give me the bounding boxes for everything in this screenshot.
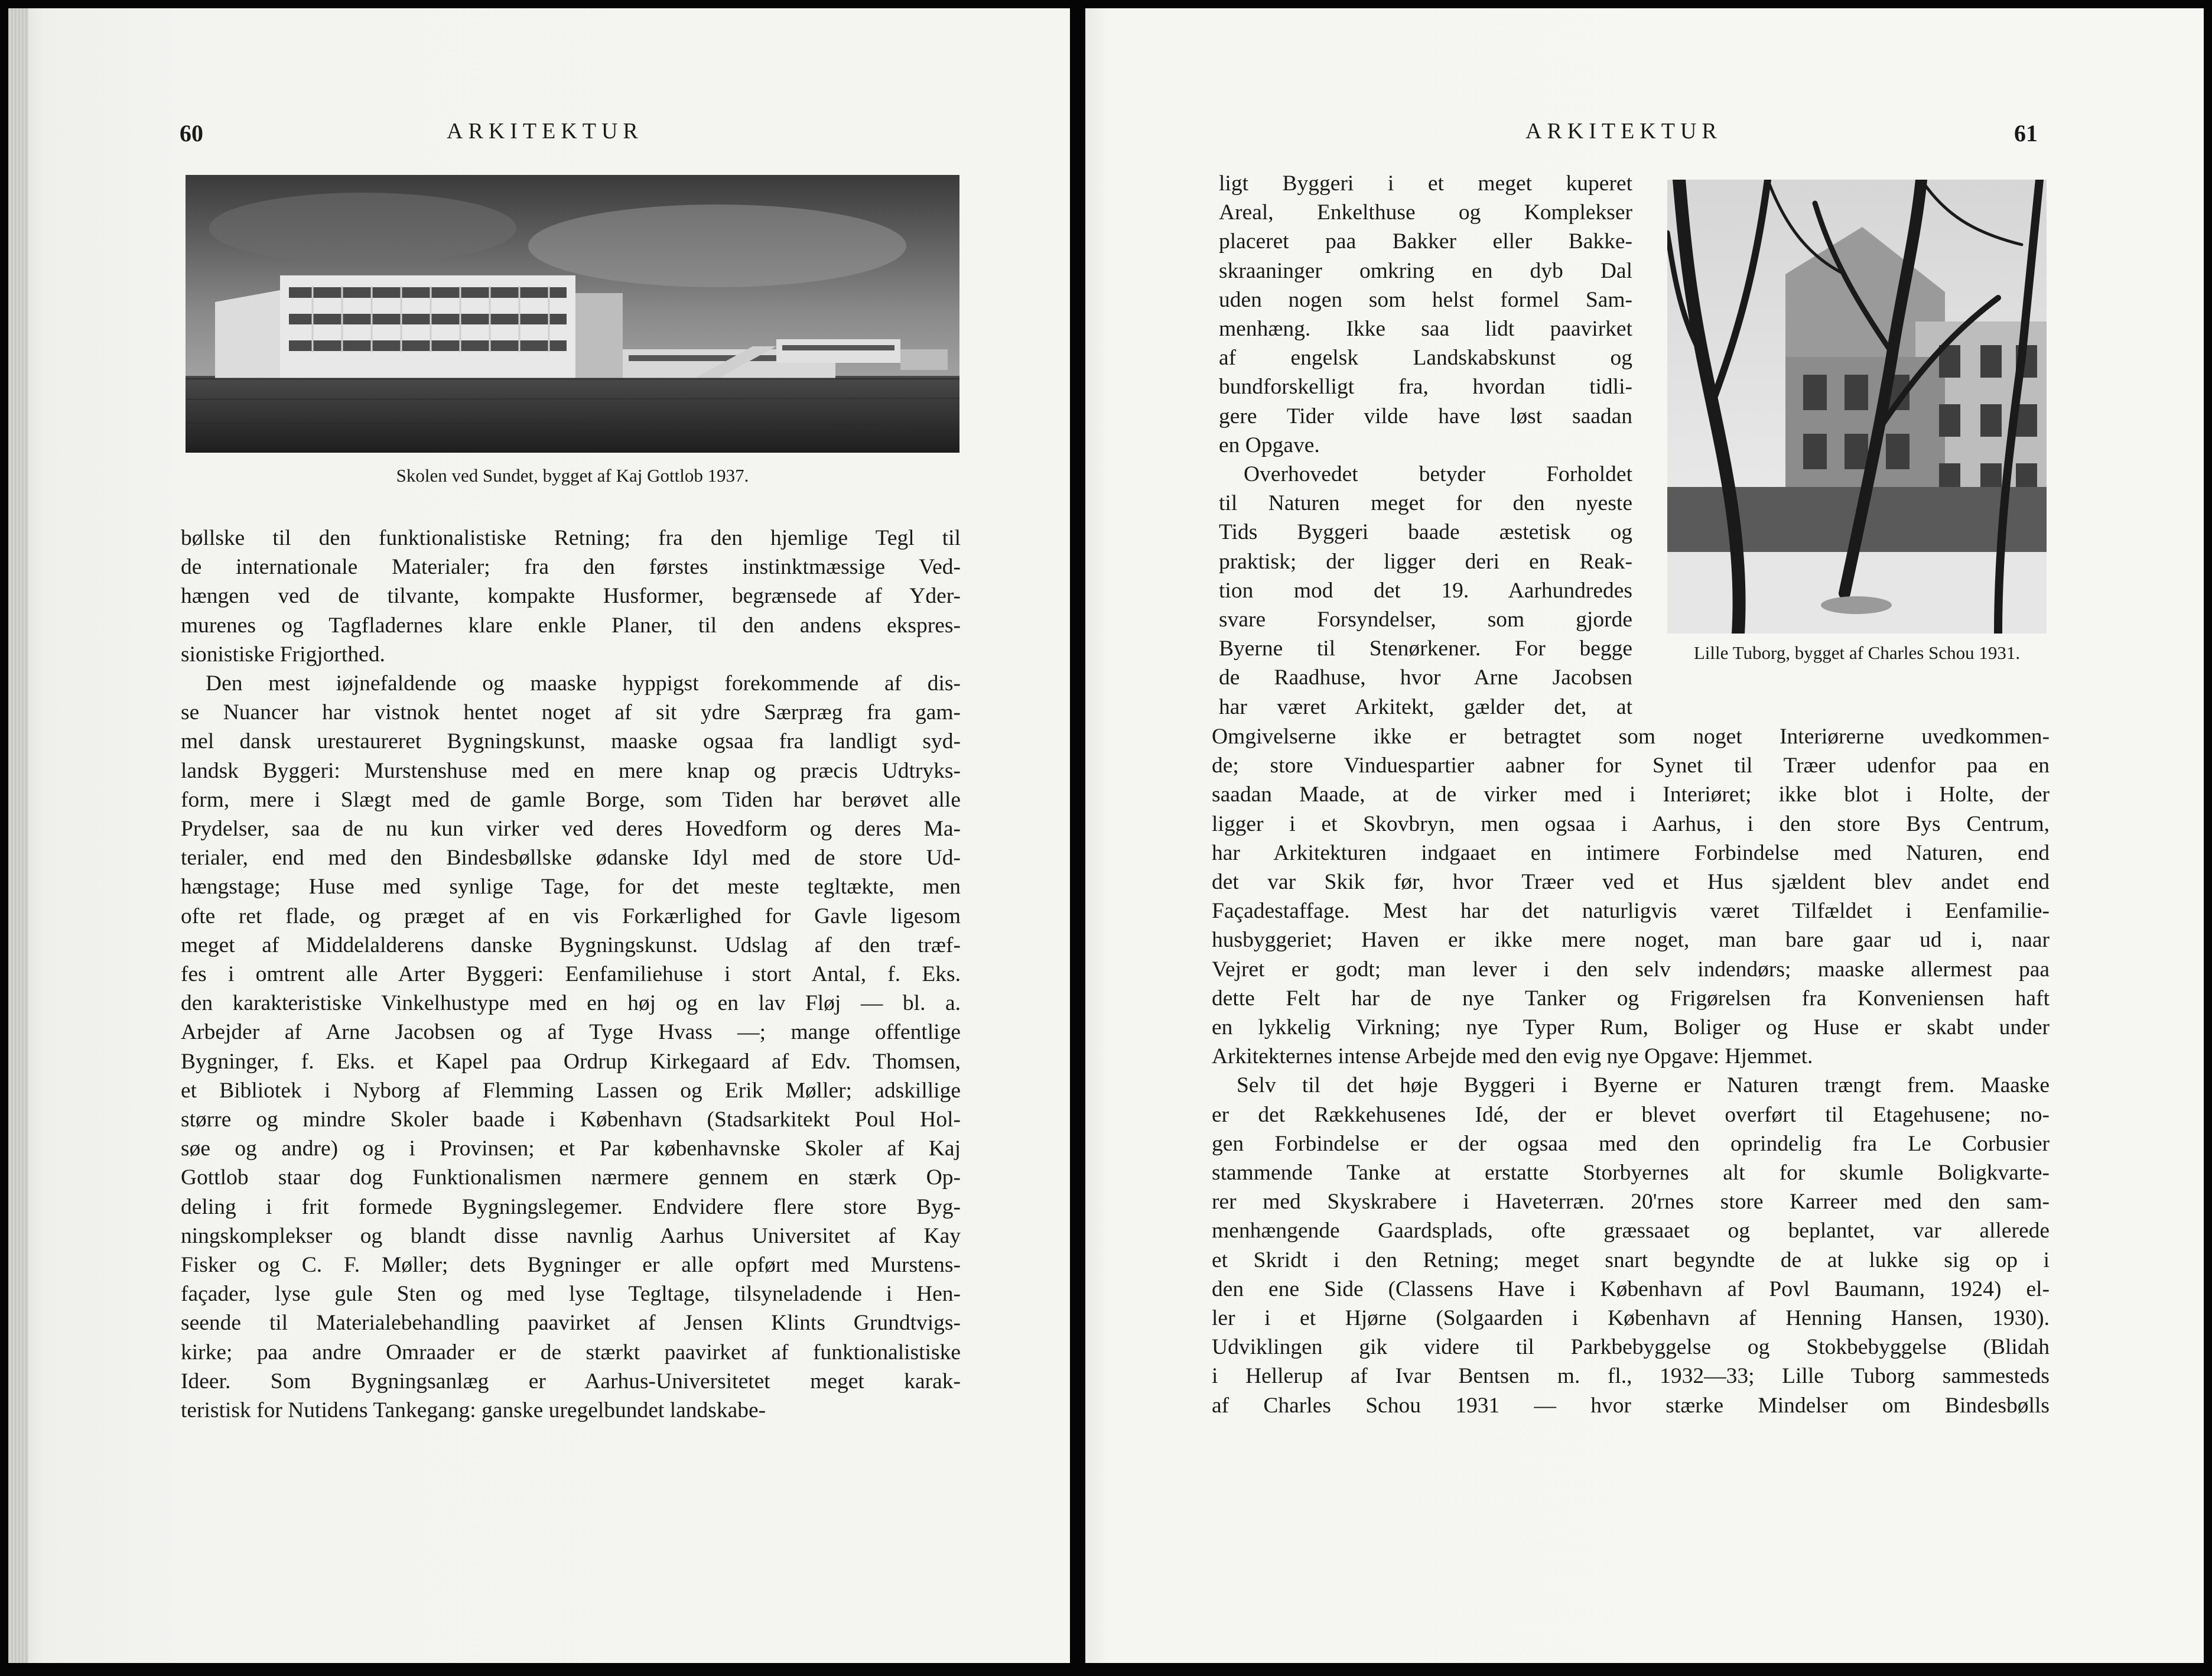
text-line: ligger i et Skovbryn, men ogsaa i Aarhus, i den store Bys Centrum, [1212,811,2050,836]
text-line: er det Rækkehusenes Idé, der er blevet overført til Etagehusene; no- [1212,1102,2050,1127]
text-line: fes i omtrent alle Arter Byggeri: Eenfamiliehuse i stort Antal, f. Eks. [181,962,961,987]
text-line: bøllske til den funktionalistiske Retning; fra den hjemlige Tegl til [181,526,961,550]
text-line: Udviklingen gik videre til Parkbebyggelse og Stokbebyggelse (Blidah [1212,1335,2050,1360]
text-line: rer med Skyskrabere i Haveterræn. 20'rnes store Karreer med den sam- [1212,1190,2050,1214]
figure-caption-right: Lille Tuborg, bygget af Charles Schou 1931. [1693,642,2021,663]
right-narrow-text [1219,169,1632,722]
text-line: Byerne til Stenørkener. For begge [1219,636,1632,661]
text-line: husbyggeriet; Haven er ikke mere noget, man bare gaar ud i, naar [1212,928,2050,953]
page-number-left: 60 [180,120,203,147]
text-line: bundforskelligt fra, hvordan tidli- [1219,375,1632,399]
text-line: teristisk for Nutidens Tankegang: ganske uregelbundet landskabe- [181,1398,766,1423]
text-line: dette Felt har de nye Tanker og Frigørelsen fra Konveniensen haft [1212,986,2050,1011]
text-line: gen Forbindelse er der ogsaa med den oprindelig fra Le Corbusier [1212,1131,2050,1156]
text-line: ligt Byggeri i et meget kuperet [1219,171,1632,196]
text-line: skraaninger omkring en dyb Dal [1219,258,1632,283]
running-head-left: ARKITEKTUR [447,119,643,144]
text-line: menhæng. Ikke saa lidt paavirket [1219,317,1632,342]
text-line: af Charles Schou 1931 — hvor stærke Mindelser om Bindesbølls [1212,1393,2050,1418]
figure-caption-left: Skolen ved Sundet, bygget af Kaj Gottlob 1937. [396,465,749,486]
right-wide-text [1212,722,2050,1420]
text-line: landsk Byggeri: Murstenshuse med en mere knap og præcis Udtryks- [181,758,961,783]
text-line: Omgivelserne ikke er betragtet som noget Interiørerne uvedkommen- [1212,725,2050,749]
left-page [8,8,1070,1663]
text-line: menhængende Gaardsplads, ofte græssaaet og beplantet, var allerede [1212,1219,2050,1243]
text-line: de Raadhuse, hvor Arne Jacobsen [1219,665,1632,690]
text-line: har været Arkitekt, gælder det, at [1219,694,1632,719]
text-line: stammende Tanke at erstatte Storbyernes alt for skumle Boligkvarte- [1212,1161,2050,1185]
text-line: et Bibliotek i Nyborg af Flemming Lassen og Erik Møller; adskillige [181,1078,961,1103]
text-line: en lykkelig Virkning; nye Typer Rum, Boliger og Huse er skabt under [1212,1015,2050,1040]
text-line: ofte ret flade, og præget af en vis Forkærlighed for Gavle ligesom [181,904,961,928]
text-line: det var Skik før, hvor Træer ved et Hus sjældent blev andet end [1212,870,2050,895]
text-line: praktisk; der ligger deri en Reak- [1219,549,1632,574]
text-line: uden nogen som helst formel Sam- [1219,287,1632,312]
page-edges [8,8,28,1663]
text-line: større og mindre Skoler baade i København (Stadsarkitekt Poul Hol- [181,1107,961,1132]
text-line: den ene Side (Classens Have i København af Povl Baumann, 1924) el- [1212,1277,2050,1301]
text-line: se Nuancer har vistnok hentet noget af sit ydre Særpræg fra gam- [181,700,961,725]
text-line: søe og andre) og i Provinsen; et Par københavnske Skoler af Kaj [181,1136,961,1161]
text-line: ler i et Hjørne (Solgaarden i København af Henning Hansen, 1930). [1212,1306,2050,1331]
text-line: tion mod det 19. Aarhundredes [1219,578,1632,603]
text-line: Façadestaffage. Mest har det naturligvis været Tilfældet i Eenfamilie- [1212,899,2050,924]
text-line: Areal, Enkelthuse og Komplekser [1219,200,1632,225]
text-line: mel dansk urestaureret Bygningskunst, maaske ogsaa fra landligt syd- [181,729,961,754]
text-line: Tids Byggeri baade æstetisk og [1219,520,1632,545]
text-line: sionistiske Frigjorthed. [181,642,385,667]
page-number-right: 61 [2014,120,2038,147]
text-line: façader, lyse gule Sten og med lyse Tegltage, tilsyneladende i Hen- [181,1282,961,1307]
text-line: meget af Middelalderens danske Bygningskunst. Udslag af den træf- [181,933,961,957]
text-line: form, mere i Slægt med de gamle Borge, som Tiden har berøvet alle [181,787,961,812]
text-line: de; store Vinduespartier aabner for Synet til Træer udenfor paa en [1212,753,2050,778]
text-line: kirke; paa andre Omraader er de stærkt paavirket af funktionalistiske [181,1340,961,1365]
text-line: terialer, end med den Bindesbøllske ødanske Idyl med de store Ud- [181,846,961,871]
lille-tuborg-photo [1667,180,2047,634]
text-line: ningskomplekser og blandt disse navnlig Aarhus Universitet af Kay [181,1223,961,1248]
text-line: Arbejder af Arne Jacobsen og af Tyge Hvass —; mange offentlige [181,1020,961,1045]
text-line: seende til Materialebehandling paavirket af Jensen Klints Grundtvigs- [181,1311,961,1336]
text-line: hængstage; Huse med synlige Tage, for det meste tegltækte, men [181,875,961,899]
text-line: de internationale Materialer; fra den førstes instinktmæssige Ved- [181,555,961,580]
text-line: en Opgave. [1219,433,1320,457]
text-line: til Naturen meget for den nyeste [1219,491,1632,516]
text-line: af engelsk Landskabskunst og [1219,346,1632,371]
text-line: Fisker og C. F. Møller; dets Bygninger er alle opført med Murstens- [181,1253,961,1278]
text-line: placeret paa Bakker eller Bakke- [1219,229,1632,254]
right-page [1085,8,2204,1663]
text-line: murenes og Tagfladernes klare enkle Planer, til den andens ekspres- [181,613,961,638]
text-line: et Skridt i den Retning; meget snart begyndte de at lukke sig op i [1212,1248,2050,1272]
text-line: i Hellerup af Ivar Bentsen m. fl., 1932—33; Lille Tuborg sammesteds [1212,1364,2050,1389]
text-line: Ideer. Som Bygningsanlæg er Aarhus-Universitetet meget karak- [181,1369,961,1394]
text-line: har Arkitekturen indgaaet en intimere Forbindelse med Naturen, end [1212,840,2050,865]
text-line: Vejret er godt; man lever i den selv indendørs; maaske allermest paa [1212,957,2050,982]
text-line: hængen ved de tilvante, kompakte Husformer, begrænsede af Yder- [181,584,961,609]
text-line: Prydelser, saa de nu kun virker ved deres Hovedform og deres Ma- [181,817,961,842]
text-line: svare Forsyndelser, som gjorde [1219,608,1632,632]
text-line: Selv til det høje Byggeri i Byerne er Naturen trængt frem. Maaske [1237,1073,2050,1098]
school-photo [186,175,959,453]
running-head-right: ARKITEKTUR [1525,119,1722,144]
text-line: Bygninger, f. Eks. et Kapel paa Ordrup Kirkegaard af Edv. Thomsen, [181,1049,961,1074]
text-line: saadan Maade, at de virker med i Interiøret; ikke blot i Holte, der [1212,782,2050,807]
text-line: gere Tider vilde have løst saadan [1219,404,1632,428]
text-line: Arkitekternes intense Arbejde med den evig nye Opgave: Hjemmet. [1212,1044,1813,1069]
left-body-text [181,524,961,1425]
text-line: deling i frit formede Bygningslegemer. Endvidere flere store Byg- [181,1194,961,1219]
text-line: Overhovedet betyder Forholdet [1244,462,1632,487]
text-line: Gottlob staar dog Funktionalismen nærmere gennem en stærk Op- [181,1165,961,1190]
text-line: den karakteristiske Vinkelhustype med en høj og en lav Fløj — bl. a. [181,991,961,1016]
text-line: Den mest iøjnefaldende og maaske hyppigst forekommende af dis- [206,671,961,696]
